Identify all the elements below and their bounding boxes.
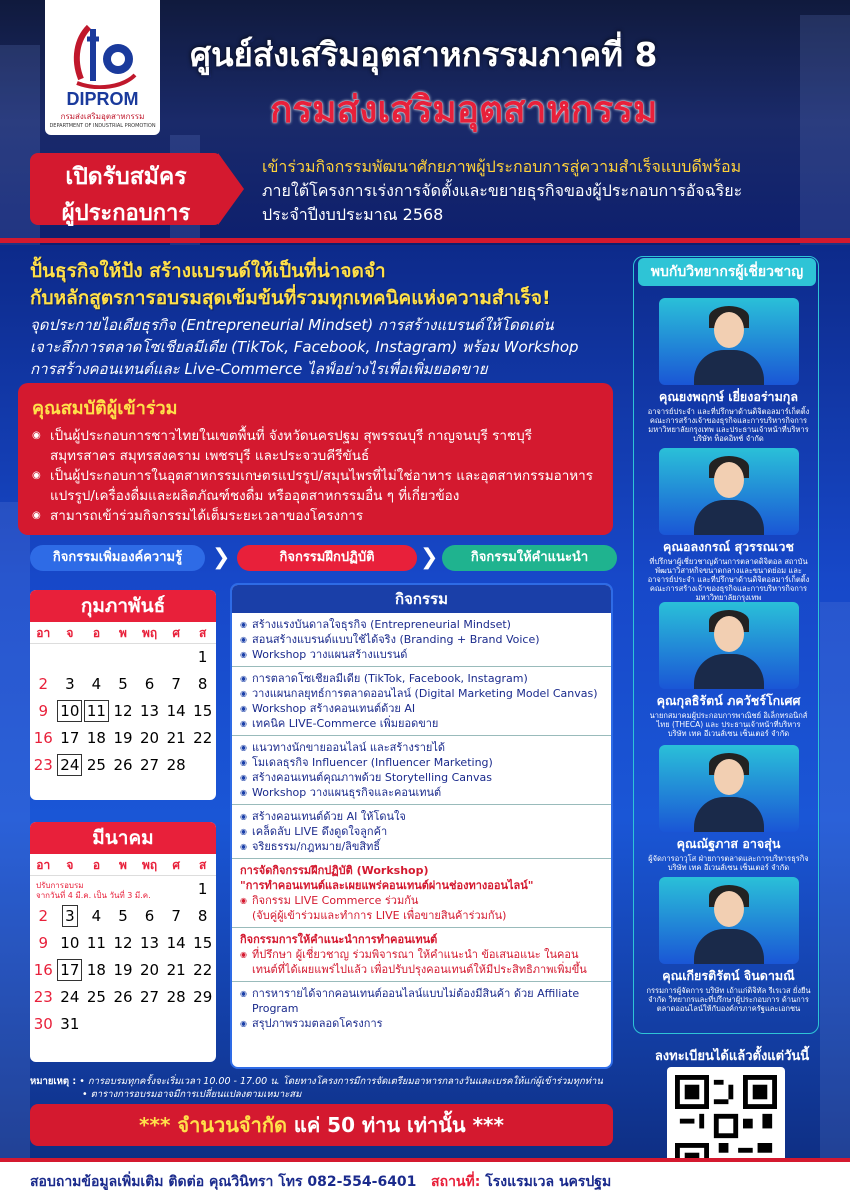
logo-thai: กรมส่งเสริมอุตสาหกรรม — [60, 112, 145, 121]
expert-card — [646, 877, 811, 1013]
expert-card — [646, 745, 811, 872]
qualification-item: ◉ เป็นผู้ประกอบการชาวไทยในเขตพื้นที่ จังหวัดนครปฐม สุพรรณบุรี กาญจนบุรี ราชบุรี สมุทรสาคร สมุทรสงคราม เพชรบุรี และประจวบคีรีขันธ์ — [32, 426, 599, 466]
program-intro — [262, 155, 832, 227]
place-label: สถานที่: — [431, 1174, 481, 1190]
calendar-day: 12 — [113, 934, 133, 952]
step-advice: กิจกรรมให้คำแนะนำ — [442, 545, 617, 571]
calendar-day — [163, 1011, 190, 1038]
weekday-label: จ — [66, 858, 74, 872]
calendar-day: 23 — [33, 988, 53, 1006]
expert-photo — [659, 448, 799, 535]
calendar-day: 23 — [33, 756, 53, 774]
expert-card — [646, 298, 811, 443]
step-practice: กิจกรรมฝึกปฏิบัติ — [237, 545, 417, 571]
expert-desc: ผู้จัดการอาวุโส ฝ่ายการตลาดและการบริหารธุรกิจ บริษัท เทค อีเวนส์เซน เซ็นเตอร์ จำกัด — [648, 854, 809, 872]
calendar-day: 10 — [57, 698, 84, 725]
divider — [0, 238, 850, 243]
weekday-row — [30, 854, 216, 876]
calendar-day: 12 — [113, 702, 133, 720]
activity-item: ◉ การหารายได้จากคอนเทนต์ออนไลน์แบบไม่ต้องมีสินค้า ด้วย Affiliate Program — [240, 986, 603, 1016]
calendar-day: 19 — [113, 729, 133, 747]
calendar-day: 11 — [83, 698, 110, 725]
activity-item: ◉ โมเดลธุรกิจ Influencer (Influencer Marketing) — [240, 755, 603, 770]
operator-label: ผู้ประกอบการ — [61, 201, 191, 226]
desc-line: การสร้างคอนเทนต์และ Live-Commerce ไลฟ์อย่างไรเพื่อเพิ่มยอดขาย — [30, 360, 488, 378]
advice-title: กิจกรรมการให้คำแนะนำการทำคอนเทนต์ — [240, 933, 438, 946]
open-recruitment-badge — [30, 153, 222, 225]
activity-item: ◉ Workshop สร้างคอนเทนต์ด้วย AI — [240, 701, 603, 716]
calendar-day: 24 — [57, 752, 84, 779]
activity-item: ◉ สอนสร้างแบรนด์แบบใช้ได้จริง (Branding + Brand Voice) — [240, 632, 603, 647]
activity-item: ◉ การตลาดโซเชียลมีเดีย (TikTok, Facebook, Instagram) — [240, 671, 603, 686]
calendar-day: 19 — [113, 961, 133, 979]
remark-line: • ตารางการอบรมอาจมีการเปลี่ยนแปลงตามเหมาะสม — [82, 1089, 302, 1100]
activity-section — [232, 805, 611, 859]
intro-line: เข้าร่วมกิจกรรมพัฒนาศักยภาพผู้ประกอบการสู่ความสำเร็จแบบดีพร้อม — [262, 157, 742, 176]
weekday-label: อ — [92, 858, 101, 872]
calendar-day: 1 — [197, 648, 208, 666]
expert-photo — [659, 745, 799, 832]
calendar-day — [83, 1011, 110, 1038]
calendar-day — [189, 752, 216, 779]
calendar-day: 25 — [86, 988, 106, 1006]
activity-note: (จับคู่ผู้เข้าร่วมและทำการ LIVE เพื่อขายสินค้าร่วมกัน) — [252, 909, 507, 922]
intro-line: ภายใต้โครงการเร่งการจัดตั้งและขยายธุรกิจของผู้ประกอบการอัจฉริยะ — [262, 181, 743, 200]
page-title: ศูนย์ส่งเสริมอุตสาหกรรมภาคที่ 8 — [190, 35, 658, 74]
calendar-day: 28 — [166, 988, 186, 1006]
calendar-day: 5 — [118, 907, 128, 925]
schedule-note — [32, 879, 155, 903]
calendar-day: 14 — [166, 934, 186, 952]
calendar-day — [110, 1011, 137, 1038]
calendar-day: 27 — [140, 988, 160, 1006]
calendar-day: 31 — [60, 1015, 80, 1033]
activity-item: ◉ วางแผนกลยุทธ์การตลาดออนไลน์ (Digital Marketing Model Canvas) — [240, 686, 603, 701]
calendar-day: 20 — [140, 729, 160, 747]
weekday-label: พฤ — [141, 626, 158, 640]
calendar-march — [30, 822, 216, 1062]
calendar-day — [163, 644, 190, 671]
calendar-day: 4 — [91, 907, 102, 925]
calendar-day: 13 — [140, 702, 160, 720]
expert-card — [646, 602, 811, 738]
weekday-label: พ — [119, 858, 127, 872]
activity-item: ◉ เคล็ดลับ LIVE ดึงดูดใจลูกค้า — [240, 824, 603, 839]
calendar-day: 2 — [38, 675, 49, 693]
activity-section — [232, 982, 611, 1035]
note-line: ปรับการอบรม — [36, 881, 84, 890]
limit-text: *** จำนวนจำกัด — [139, 1113, 287, 1137]
activities-panel — [230, 583, 613, 1069]
activity-item: ◉ จริยธรรม/กฎหมาย/ลิขสิทธิ์ — [240, 839, 603, 854]
headline-line: ปั้นธุรกิจให้ปัง สร้างแบรนด์ให้เป็นที่น่าจดจำ — [30, 260, 386, 282]
calendar-day: 9 — [38, 702, 49, 720]
activity-section — [232, 736, 611, 805]
calendar-day: 21 — [166, 961, 186, 979]
activity-item: ◉ แนวทางนักขายออนไลน์ และสร้างรายได้ — [240, 740, 603, 755]
calendar-day: 6 — [144, 907, 155, 925]
page-subtitle: กรมส่งเสริมอุตสาหกรรม — [270, 88, 658, 131]
headline — [30, 258, 630, 312]
calendar-day: 5 — [118, 675, 128, 693]
footer-contact — [30, 1171, 611, 1193]
advice-section — [232, 928, 611, 982]
calendar-day — [136, 1011, 163, 1038]
qualification-item: ◉ เป็นผู้ประกอบการในอุตสาหกรรมเกษตรแปรรูป/สมุนไพรที่ไม่ใช่อาหาร และอุตสาหกรรมอาหารแปรรูป/เครื่องดื่มและผลิตภัณฑ์ชงดื่ม หรืออุตสาหกรรมอื่น ๆ ที่เกี่ยวข้อง — [32, 466, 599, 506]
weekday-label: อา — [36, 858, 51, 872]
diprom-emblem-icon — [63, 19, 143, 89]
expert-photo — [659, 602, 799, 689]
expert-desc: อาจารย์ประจำ และที่ปรึกษาด้านดิจิตอลมาร์เก็ตติ้ง คณะการสร้างเจ้าของธุรกิจและการบริหารกิจการ มหาวิทยาลัยกรุงเทพ และประธานเจ้าหน้าที่บริหาร บริษัท ท็อคอิทช์ จำกัด — [647, 407, 810, 443]
activity-item: ◉ ที่ปรึกษา ผู้เชี่ยวชาญ ร่วมพิจารณา ให้คำแนะนำ ข้อเสนอแนะ ในคอนเทนต์ที่ได้เผยแพร่ไปแล้ว เพื่อปรับปรุงคอนเทนต์ให้มีประสิทธิภาพเพิ่มขึ้น — [240, 947, 603, 977]
calendar-day: 8 — [197, 675, 208, 693]
divider — [0, 1158, 850, 1162]
calendar-title: มีนาคม — [30, 822, 216, 854]
calendar-day: 30 — [33, 1015, 53, 1033]
calendar-day: 8 — [197, 907, 208, 925]
activity-steps — [30, 545, 620, 571]
calendar-day — [163, 876, 190, 903]
qualification-item: ◉ สามารถเข้าร่วมกิจกรรมได้เต็มระยะเวลาของโครงการ — [32, 506, 599, 526]
limit-count: แค่ 50 ท่าน เท่านั้น *** — [286, 1113, 504, 1137]
activity-item: ◉ Workshop วางแผนธุรกิจและคอนเทนต์ — [240, 785, 603, 800]
calendar-day: 17 — [60, 729, 80, 747]
calendar-day: 21 — [166, 729, 186, 747]
weekday-label: พ — [119, 626, 127, 640]
chevron-right-icon: ❯ — [420, 545, 439, 570]
expert-card — [646, 448, 811, 602]
contact-info: สอบถามข้อมูลเพิ่มเติม ติดต่อ คุณวินิทรา โทร 082-554-6401 — [30, 1174, 417, 1190]
weekday-label: ศ — [172, 858, 180, 872]
step-knowledge: กิจกรรมเพิ่มองค์ความรู้ — [30, 545, 205, 571]
calendar-day — [30, 644, 57, 671]
intro-line: ประจำปีงบประมาณ 2568 — [262, 205, 444, 224]
weekday-label: ส — [199, 626, 207, 640]
limited-seats-banner — [30, 1104, 613, 1146]
calendar-day: 7 — [171, 907, 181, 925]
calendar-day: 16 — [33, 961, 53, 979]
expert-photo — [659, 298, 799, 385]
chevron-right-icon: ❯ — [212, 545, 231, 570]
weekday-label: อ — [92, 626, 101, 640]
weekday-row — [30, 622, 216, 644]
calendar-february — [30, 590, 216, 800]
remark-line: • การอบรมทุกครั้งจะเริ่มเวลา 10.00 - 17.00 น. โดยทางโครงการมีการจัดเตรียมอาหารกลางวันและเบรคให้แก่ผู้เข้าร่วมทุกท่าน — [79, 1076, 603, 1087]
logo-english: DEPARTMENT OF INDUSTRIAL PROMOTION — [49, 123, 156, 129]
expert-name: คุณยงพฤกษ์ เยี่ยงอร่ามกุล — [658, 389, 799, 404]
logo-word: DIPROM — [66, 89, 139, 109]
desc-line: เจาะลึกการตลาดโซเชียลมีเดีย (TikTok, Facebook, Instagram) พร้อม Workshop — [30, 338, 579, 356]
calendar-day: 15 — [193, 702, 213, 720]
calendar-day: 27 — [140, 756, 160, 774]
place-name: โรงแรมเวล นครปฐม — [485, 1174, 612, 1190]
activity-item: ◉ เทคนิค LIVE-Commerce เพิ่มยอดขาย — [240, 716, 603, 731]
footer — [0, 1158, 850, 1202]
experts-title: พบกับวิทยากรผู้เชี่ยวชาญ — [638, 258, 816, 286]
calendar-day: 14 — [166, 702, 186, 720]
open-label: เปิดรับสมัคร — [65, 164, 187, 190]
workshop-section — [232, 859, 611, 928]
weekday-label: พฤ — [141, 858, 158, 872]
desc-line: จุดประกายไอเดียธุรกิจ (Entrepreneurial Mindset) การสร้างแบรนด์ให้โดดเด่น — [30, 316, 554, 334]
calendar-day: 25 — [86, 756, 106, 774]
diprom-logo — [45, 0, 160, 135]
calendar-day: 6 — [144, 675, 155, 693]
activity-section — [232, 667, 611, 736]
workshop-subtitle: "การทำคอนเทนต์และเผยแพร่คอนเทนต์ผ่านช่องทางออนไลน์" — [240, 879, 534, 892]
building-silhouette — [0, 502, 30, 1202]
activity-item: ◉ สร้างคอนเทนต์ด้วย AI ให้โดนใจ — [240, 809, 603, 824]
calendar-day: 17 — [57, 957, 84, 984]
remark-label: หมายเหตุ : — [30, 1076, 77, 1087]
calendar-day — [136, 644, 163, 671]
calendar-day: 2 — [38, 907, 49, 925]
expert-photo — [659, 877, 799, 964]
expert-name: คุณกุลธิรัตน์ ภควัชร์โกเศศ — [656, 693, 801, 708]
calendar-day: 16 — [33, 729, 53, 747]
calendar-day: 10 — [60, 934, 80, 952]
calendar-day: 11 — [86, 934, 106, 952]
calendar-day — [83, 644, 110, 671]
expert-desc: นายกสมาคมผู้ประกอบการพาณิชย์ อิเล็กทรอนิกส์ไทย (THECA) และ ประธานเจ้าหน้าที่บริหาร บริษัท เทค อีเวนส์เซน เซ็นเตอร์ จำกัด — [649, 711, 808, 738]
calendar-day: 26 — [113, 988, 133, 1006]
building-silhouette — [820, 602, 850, 1202]
qualifications-title: คุณสมบัติผู้เข้าร่วม — [32, 398, 178, 419]
activity-item: ◉ กิจกรรม LIVE Commerce ร่วมกัน — [240, 893, 603, 908]
activity-item: ◉ Workshop วางแผนสร้างแบรนด์ — [240, 647, 603, 662]
calendar-day: 28 — [166, 756, 186, 774]
remarks — [30, 1075, 650, 1101]
calendar-day: 24 — [60, 988, 80, 1006]
calendar-day: 15 — [193, 934, 213, 952]
expert-name: คุณณัฐภาส อาจสุ่น — [676, 836, 781, 851]
weekday-label: อา — [36, 626, 51, 640]
calendar-day: 1 — [197, 880, 208, 898]
activity-section — [232, 613, 611, 667]
activity-item: ◉ สร้างแรงบันดาลใจธุรกิจ (Entrepreneurial Mindset) — [240, 617, 603, 632]
weekday-label: จ — [66, 626, 74, 640]
expert-desc: ที่ปรึกษาผู้เชี่ยวชาญด้านการตลาดดิจิตอล สถาบันพัฒนาวิสาหกิจขนาดกลางและขนาดย่อม และอาจารย์ประจำ และที่ปรึกษาด้านดิจิตอลมาร์เก็ตติ้ง คณะการสร้างเจ้าของธุรกิจและการบริหารกิจการ มหาวิทยาลัยกรุงเทพ — [647, 557, 810, 602]
calendar-day — [110, 644, 137, 671]
calendar-day: 20 — [140, 961, 160, 979]
calendar-day: 29 — [193, 988, 213, 1006]
calendar-day: 22 — [193, 961, 213, 979]
qualifications-panel — [18, 383, 613, 535]
calendar-day: 3 — [65, 675, 75, 693]
calendar-day: 18 — [86, 729, 106, 747]
note-line: จากวันที่ 4 มี.ค. เป็น วันที่ 3 มี.ค. — [36, 891, 151, 900]
activity-item: ◉ สรุปภาพรวมตลอดโครงการ — [240, 1016, 603, 1031]
expert-name: คุณเกียรติรัตน์ จินดามณี — [662, 968, 795, 983]
calendar-title: กุมภาพันธ์ — [30, 590, 216, 622]
headline-line: กับหลักสูตรการอบรมสุดเข้มข้นที่รวมทุกเทคนิคแห่งความสำเร็จ! — [30, 287, 551, 309]
expert-desc: กรรมการผู้จัดการ บริษัท เถ้าแก่ดิจิทัล รีเรเวส ยั่งยืน จำกัด วิทยากรและที่ปรึกษาผู้ประกอบการ ด้านการตลาดออนไลน์ให้กับองค์กรภาครัฐและเอกชน — [646, 986, 811, 1013]
calendar-day: 22 — [193, 729, 213, 747]
activity-item: ◉ สร้างคอนเทนต์คุณภาพด้วย Storytelling Canvas — [240, 770, 603, 785]
calendar-day: 26 — [113, 756, 133, 774]
calendar-day — [189, 1011, 216, 1038]
calendar-day — [57, 644, 84, 671]
activities-title: กิจกรรม — [232, 585, 611, 613]
register-label: ลงทะเบียนได้แล้วตั้งแต่วันนี้ — [654, 1049, 810, 1064]
weekday-label: ศ — [172, 626, 180, 640]
course-description — [30, 314, 630, 380]
calendar-day: 4 — [91, 675, 102, 693]
weekday-label: ส — [199, 858, 207, 872]
workshop-title: การจัดกิจกรรมฝึกปฏิบัติ (Workshop) — [240, 864, 429, 877]
calendar-day: 7 — [171, 675, 181, 693]
calendar-day: 3 — [57, 903, 84, 930]
calendar-day: 18 — [86, 961, 106, 979]
expert-name: คุณอลงกรณ์ สุวรรณเวช — [663, 539, 794, 554]
day-grid — [30, 644, 216, 779]
calendar-day: 13 — [140, 934, 160, 952]
calendar-day: 9 — [38, 934, 49, 952]
chevron-right-icon — [218, 153, 244, 225]
